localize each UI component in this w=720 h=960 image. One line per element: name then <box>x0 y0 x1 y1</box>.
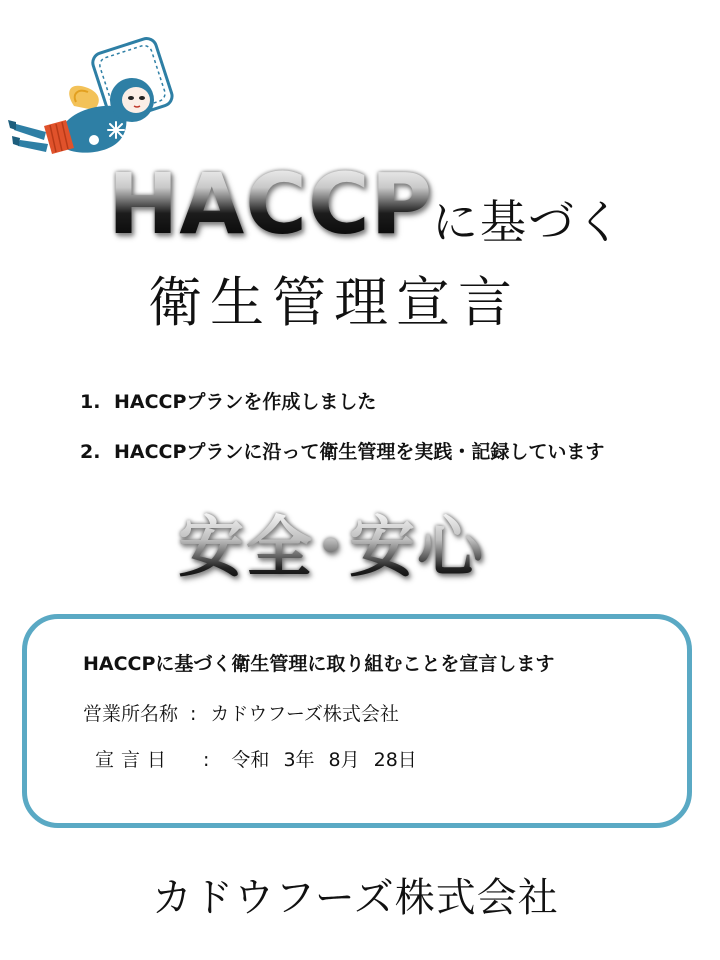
separator: : <box>203 749 210 771</box>
declaration-box <box>22 614 692 828</box>
date-month: 8月 <box>328 749 360 771</box>
list-item <box>80 388 710 416</box>
date-era: 令和 <box>231 749 270 771</box>
business-name-label: 営業所名称 <box>83 703 179 725</box>
declaration-statement: HACCPに基づく衛生管理に取り組むことを宣言します <box>83 653 555 675</box>
list-number: 2. <box>80 441 101 463</box>
date-day: 28日 <box>373 749 417 771</box>
business-name-value: カドウフーズ株式会社 <box>210 703 399 725</box>
title <box>100 155 660 258</box>
subtitle: 衛生管理宣言 <box>148 271 520 334</box>
title-suffix: に基づく <box>432 195 624 249</box>
title-haccp: HACCP <box>108 155 434 253</box>
date-label: 宣言日 <box>95 749 174 771</box>
list-text: HACCPプランに沿って衛生管理を実践・記録しています <box>114 441 605 463</box>
declaration-date-row <box>95 745 417 772</box>
date-year: 3年 <box>283 749 315 771</box>
separator: : <box>190 703 197 725</box>
safety-slogan: 安全･安心 <box>178 509 485 586</box>
business-name-row <box>83 699 399 726</box>
list-text: HACCPプランを作成しました <box>114 391 377 413</box>
declaration-points <box>80 388 710 466</box>
list-item <box>80 438 710 466</box>
list-number: 1. <box>80 391 101 413</box>
footer-company-name: カドウフーズ株式会社 <box>152 875 559 921</box>
flying-mascot-illustration <box>4 36 174 166</box>
